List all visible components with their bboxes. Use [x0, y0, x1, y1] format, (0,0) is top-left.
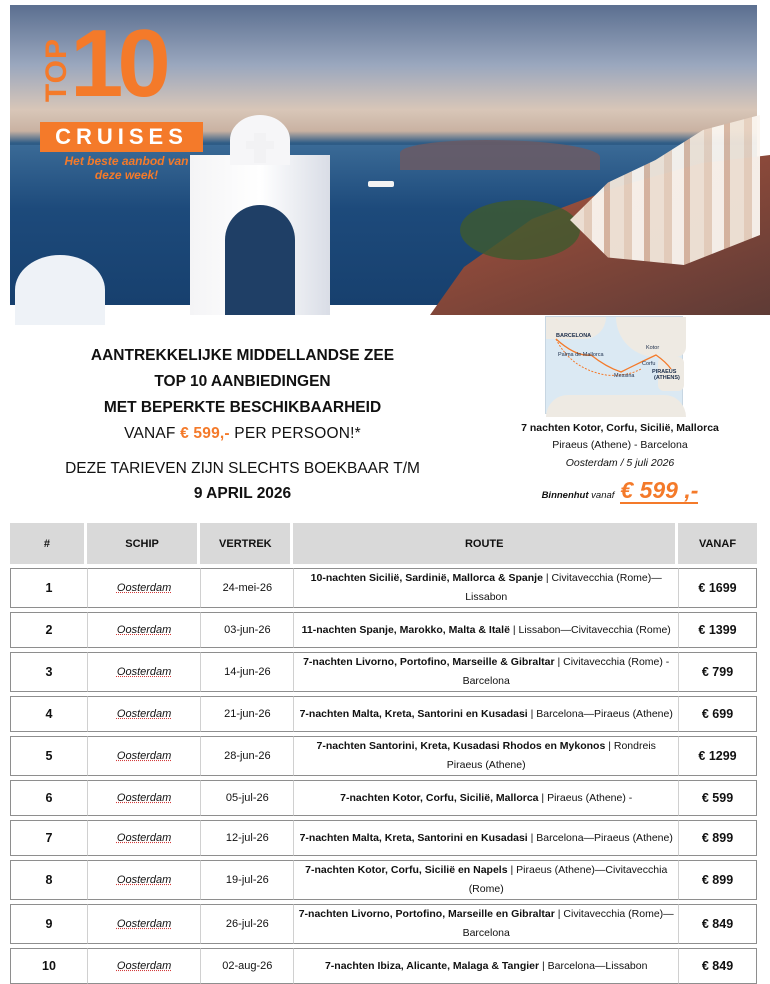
row-route-sep: |: [527, 707, 537, 720]
row-route-sep: |: [538, 791, 548, 804]
hero-banner: [10, 5, 757, 305]
map-label-piraeus: PIRAEUS: [652, 369, 677, 375]
deadline-text: DEZE TARIEVEN ZIJN SLECHTS BOEKBAAR T/M: [65, 460, 420, 477]
row-price: € 799: [678, 652, 757, 692]
table-row: [10, 948, 757, 984]
row-price: € 1699: [678, 568, 757, 608]
logo-number: 10: [70, 10, 165, 117]
logo-tagline-1: Het beste aanbod van: [64, 154, 189, 168]
table-row: [10, 780, 757, 816]
row-ship: Oosterdam: [87, 948, 200, 984]
row-route-title: 7-nachten Santorini, Kreta, Kusadasi Rhodos en Mykonos: [316, 740, 606, 752]
row-number: 8: [10, 860, 87, 900]
row-price: € 899: [678, 860, 757, 900]
row-number: 1: [10, 568, 87, 608]
table-row: [10, 736, 757, 776]
row-number: 2: [10, 612, 87, 648]
row-route-sep: |: [542, 572, 552, 584]
row-number: 3: [10, 652, 87, 692]
headline-line-1: AANTREKKELIJKE MIDDELLANDSE ZEE: [90, 347, 395, 364]
deals-table: [10, 523, 757, 984]
row-ship: Oosterdam: [87, 612, 200, 648]
row-route-title: 7-nachten Kotor, Corfu, Sicilië, Mallorca: [340, 791, 539, 804]
table-row: [10, 904, 757, 944]
row-route-title: 7-nachten Livorno, Portofino, Marseille & Gibraltar: [303, 656, 555, 668]
featured-price: € 599 ,-: [620, 477, 699, 503]
row-route-ports: Civitavecchia (Rome) - Barcelona: [462, 656, 670, 687]
row-departure: 05-jul-26: [200, 780, 293, 816]
row-price: € 699: [678, 696, 757, 732]
row-route-title: 11-nachten Spanje, Marokko, Malta & Italë: [301, 623, 510, 636]
featured-cabin: [542, 490, 615, 501]
table-body: [10, 564, 757, 984]
row-route-sep: |: [509, 623, 519, 636]
featured-cabin-label: Binnenhut: [541, 490, 589, 501]
table-row: [10, 652, 757, 692]
row-route-ports: Barcelona—Piraeus (Athene): [536, 707, 673, 720]
row-route-sep: |: [554, 656, 564, 668]
headline-line-3: MET BEPERKTE BESCHIKBAARHEID: [103, 399, 382, 416]
row-route: [293, 696, 678, 732]
row-ship: Oosterdam: [87, 568, 200, 608]
row-number: 6: [10, 780, 87, 816]
featured-price-row: [505, 478, 735, 504]
row-ship: Oosterdam: [87, 904, 200, 944]
row-ship: Oosterdam: [87, 780, 200, 816]
map-label-corfu: Corfu: [642, 361, 656, 367]
row-number: 9: [10, 904, 87, 944]
price-suffix: PER PERSOON!*: [234, 425, 361, 442]
logo-tagline: [44, 154, 209, 182]
top10-logo: [40, 10, 210, 190]
cruise-ship: [368, 181, 394, 187]
row-ship: Oosterdam: [87, 652, 200, 692]
row-departure: 28-jun-26: [200, 736, 293, 776]
featured-deal: [505, 420, 735, 504]
row-route-title: 7-nachten Ibiza, Alicante, Malaga & Tangier: [324, 959, 540, 972]
row-route: [293, 652, 678, 692]
header-price: VANAF: [678, 523, 757, 564]
row-route: [293, 948, 678, 984]
headline-block: [40, 343, 445, 507]
row-route-ports: Civitavecchia (Rome)—Barcelona: [462, 908, 674, 939]
row-route-ports: Rondreis Piraeus (Athene): [446, 740, 656, 771]
cross-icon: [254, 133, 266, 163]
headline-line-2: TOP 10 AANBIEDINGEN: [154, 373, 331, 390]
row-route: [293, 612, 678, 648]
price-prefix: VANAF: [124, 425, 176, 442]
route-map: [545, 316, 683, 414]
row-ship: Oosterdam: [87, 696, 200, 732]
row-route-title: 7-nachten Livorno, Portofino, Marseille en Gibraltar: [298, 908, 555, 920]
featured-cabin-suffix: vanaf: [591, 490, 615, 501]
table-row: [10, 820, 757, 856]
row-route: [293, 860, 678, 900]
row-route-ports: Civitavecchia (Rome)—Lissabon: [465, 572, 662, 603]
row-number: 5: [10, 736, 87, 776]
row-departure: 19-jul-26: [200, 860, 293, 900]
table-row: [10, 612, 757, 648]
row-route-sep: |: [605, 740, 614, 752]
row-departure: 03-jun-26: [200, 612, 293, 648]
row-route: [293, 568, 678, 608]
row-route-ports: Barcelona—Piraeus (Athene): [536, 831, 673, 844]
row-ship: Oosterdam: [87, 736, 200, 776]
row-departure: 26-jul-26: [200, 904, 293, 944]
row-route-title: 7-nachten Kotor, Corfu, Sicilië en Napels: [305, 864, 508, 876]
table-row: [10, 860, 757, 900]
map-label-barcelona: BARCELONA: [556, 333, 592, 339]
row-route-title: 7-nachten Malta, Kreta, Santorini en Kusadasi: [299, 707, 528, 720]
featured-title: 7 nachten Kotor, Corfu, Sicilië, Mallorca: [521, 422, 719, 434]
row-departure: 12-jul-26: [200, 820, 293, 856]
route-line: [546, 317, 684, 415]
row-route-sep: |: [507, 864, 517, 876]
map-label-messina: Messina: [614, 373, 635, 379]
row-price: € 899: [678, 820, 757, 856]
header-departure: VERTREK: [200, 523, 293, 564]
row-price: € 849: [678, 904, 757, 944]
row-number: 7: [10, 820, 87, 856]
row-route-ports: Piraeus (Athene) -: [547, 791, 633, 804]
row-route-sep: |: [554, 908, 564, 920]
row-number: 10: [10, 948, 87, 984]
row-route-ports: Barcelona—Lissabon: [547, 959, 648, 972]
row-route-ports: Lissabon—Civitavecchia (Rome): [518, 623, 671, 636]
header-route: ROUTE: [293, 523, 678, 564]
price-line: [40, 421, 445, 447]
map-label-kotor: Kotor: [646, 345, 660, 351]
row-route-sep: |: [539, 959, 548, 972]
header-num: #: [10, 523, 87, 564]
row-departure: 24-mei-26: [200, 568, 293, 608]
row-price: € 1299: [678, 736, 757, 776]
table-header-row: [10, 523, 757, 564]
featured-route: Piraeus (Athene) - Barcelona: [552, 439, 688, 451]
row-departure: 21-jun-26: [200, 696, 293, 732]
row-route: [293, 736, 678, 776]
row-route: [293, 780, 678, 816]
logo-word: CRUISES: [40, 122, 203, 152]
vegetation: [460, 200, 580, 260]
map-label-athens: (ATHENS): [654, 375, 680, 381]
row-price: € 599: [678, 780, 757, 816]
row-price: € 849: [678, 948, 757, 984]
map-label-palma: Palma de Mallorca: [558, 352, 604, 358]
white-dome: [15, 255, 105, 325]
price-amount: € 599,-: [180, 425, 230, 442]
row-route-ports: Piraeus (Athene)—Civitavecchia (Rome): [468, 864, 668, 895]
bell-tower-arch: [225, 205, 295, 315]
row-price: € 1399: [678, 612, 757, 648]
featured-ship-date: Oosterdam / 5 juli 2026: [565, 457, 675, 469]
header-ship: SCHIP: [87, 523, 200, 564]
row-route-title: 7-nachten Malta, Kreta, Santorini en Kusadasi: [299, 831, 528, 844]
row-number: 4: [10, 696, 87, 732]
table-row: [10, 568, 757, 608]
row-route: [293, 820, 678, 856]
row-ship: Oosterdam: [87, 860, 200, 900]
row-departure: 02-aug-26: [200, 948, 293, 984]
row-route-sep: |: [527, 831, 537, 844]
deadline-date: 9 APRIL 2026: [193, 485, 292, 502]
row-route: [293, 904, 678, 944]
row-ship: Oosterdam: [87, 820, 200, 856]
logo-top: TOP: [40, 38, 73, 103]
row-departure: 14-jun-26: [200, 652, 293, 692]
row-route-title: 10-nachten Sicilië, Sardinië, Mallorca & Spanje: [310, 572, 543, 584]
table-row: [10, 696, 757, 732]
logo-tagline-2: deze week!: [94, 168, 159, 182]
